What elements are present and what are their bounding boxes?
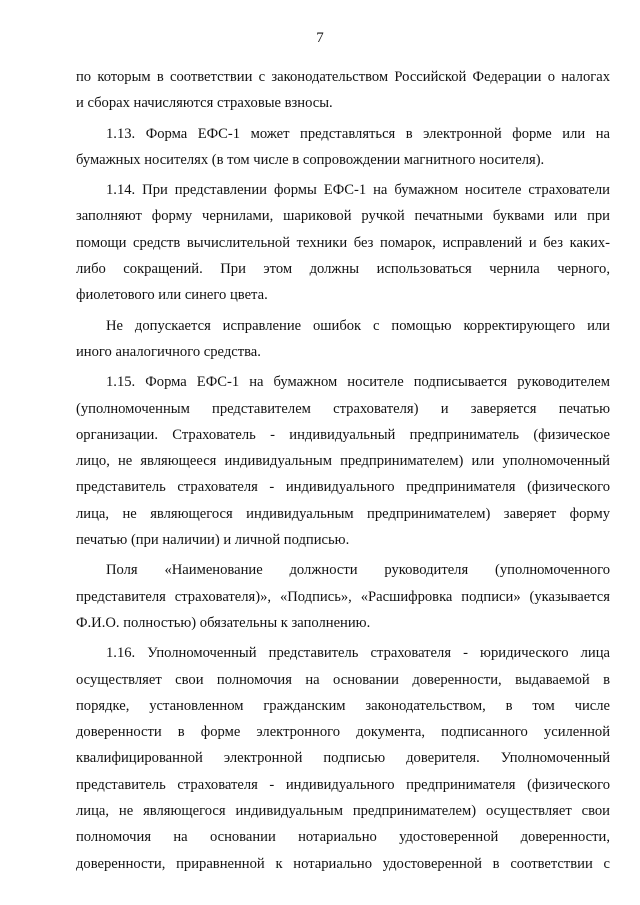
text-line: заполняют форму чернилами, шариковой ручкой печатными буквами или при	[76, 208, 610, 225]
paragraph	[76, 369, 610, 553]
text-line: представитель страхователя - индивидуального предпринимателя (физического	[76, 776, 610, 793]
text-line: лица, не являющегося индивидуальным предпринимателем) заверяет форму	[76, 505, 610, 522]
text-line: Поля «Наименование должности руководителя (уполномоченного	[106, 562, 610, 579]
text-line: порядке, установленном гражданским законодательством, в том числе	[76, 697, 610, 714]
paragraph	[76, 121, 610, 174]
paragraph	[76, 640, 610, 877]
text-line: Не допускается исправление ошибок с помощью корректирующего или	[106, 317, 610, 334]
page-number: 7	[316, 30, 324, 46]
text-line: лица, не являющегося индивидуальным предпринимателем) осуществляет свои	[76, 803, 610, 820]
document-body	[76, 64, 610, 877]
text-line: 1.16. Уполномоченный представитель страхователя - юридического лица	[106, 645, 610, 662]
text-line: организации. Страхователь - индивидуальный предприниматель (физическое	[76, 426, 610, 443]
text-line: (уполномоченным представителем страхователя) и заверяется печатью	[76, 400, 610, 417]
text-line: по которым в соответствии с законодательством Российской Федерации о налогах	[76, 69, 610, 85]
text-line: 1.14. При представлении формы ЕФС-1 на бумажном носителе страхователи	[106, 182, 610, 199]
text-line: полномочия на основании нотариально удостоверенной доверенности,	[76, 829, 610, 846]
paragraph	[76, 64, 610, 117]
text-line: 1.13. Форма ЕФС-1 может представляться в электронной форме или на	[106, 125, 610, 142]
text-line: Ф.И.О. полностью) обязательны к заполнению.	[76, 614, 371, 631]
text-line: иного аналогичного средства.	[76, 343, 261, 360]
text-line: печатью (при наличии) и личной подписью.	[76, 532, 350, 549]
text-line: фиолетового или синего цвета.	[76, 287, 268, 304]
paragraph	[76, 313, 610, 366]
text-line: квалифицированной электронной подписью доверителя. Уполномоченный	[76, 750, 610, 767]
text-line: доверенности, приравненной к нотариально удостоверенной в соответствии с	[76, 855, 610, 872]
text-line: 1.15. Форма ЕФС-1 на бумажном носителе подписывается руководителем	[106, 374, 610, 391]
text-line: представителя страхователя)», «Подпись», «Расшифровка подписи» (указывается	[76, 588, 610, 605]
text-line: лицо, не являющееся индивидуальным предпринимателем) или уполномоченный	[76, 453, 610, 470]
text-line: бумажных носителях (в том числе в сопровождении магнитного носителя).	[76, 151, 545, 168]
text-line: либо сокращений. При этом должны использоваться чернила черного,	[76, 261, 610, 278]
text-line: и сборах начисляются страховые взносы.	[76, 95, 333, 112]
text-line: осуществляет свои полномочия на основании доверенности, выдаваемой в	[76, 671, 610, 688]
text-line: представитель страхователя - индивидуального предпринимателя (физического	[76, 479, 610, 496]
paragraph	[76, 557, 610, 636]
text-line: доверенности в форме электронного документа, подписанного усиленной	[76, 724, 610, 741]
paragraph	[76, 177, 610, 308]
text-line: помощи средств вычислительной техники без помарок, исправлений и без каких-	[76, 234, 610, 251]
